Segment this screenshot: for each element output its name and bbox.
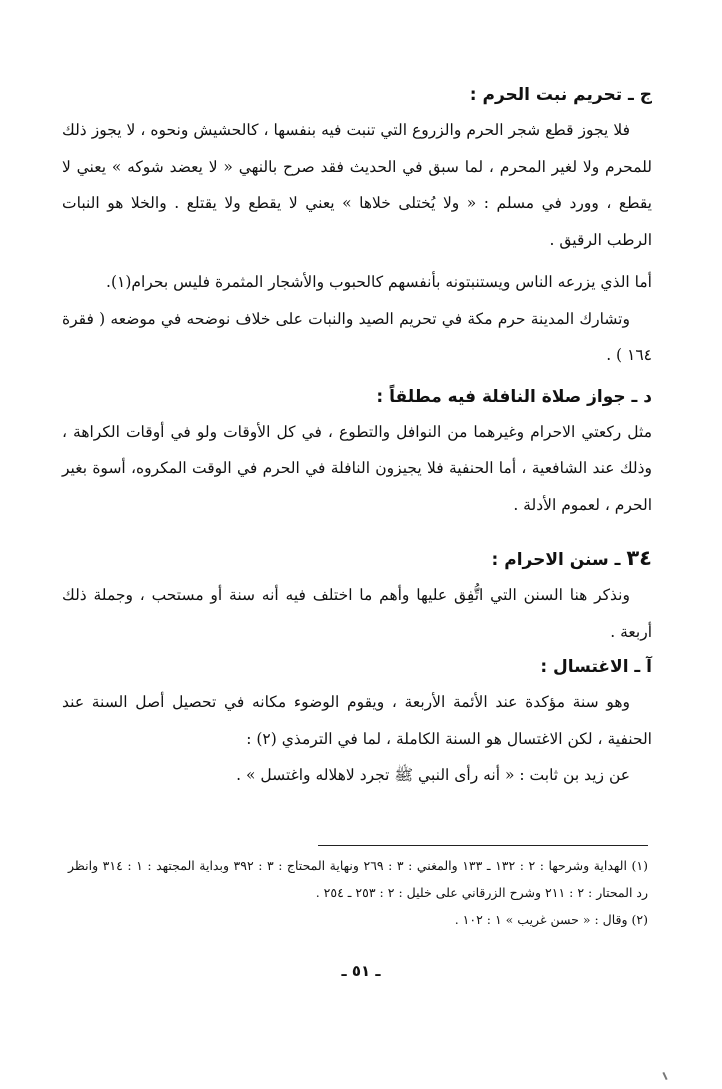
paragraph-cultivated-plants: أما الذي يزرعه الناس ويستنبتونه بأنفسهم كالحبوب والأشجار المثمرة فليس بحرام(١). bbox=[106, 273, 652, 291]
section-heading-34 bbox=[62, 541, 652, 577]
paragraph-sunan-intro: ونذكر هنا السنن التي اتُّفِق عليها وأهم ما اختلف فيه أنه سنة أو مستحب ، وجملة ذلك أربعة . bbox=[62, 586, 652, 641]
main-text bbox=[62, 78, 652, 794]
footnotes bbox=[68, 845, 648, 933]
footnote-divider bbox=[318, 845, 648, 846]
footnote-1: (١) الهداية وشرحها : ٢ : ١٣٢ ـ ١٣٣ والمغني : ٣ : ٢٦٩ ونهاية المحتاج : ٣ : ٣٩٢ وبداية المجتهد : ١ : ٣١٤ وانظر رد المحتار : ٢ : ٢١١ وشرح الزرقاني على خليل : ٢ : ٢٥٣ ـ ٢٥٤ . bbox=[68, 858, 648, 900]
paragraph-ightisal: وهو سنة مؤكدة عند الأئمة الأربعة ، ويقوم الوضوء مكانه في تحصيل أصل السنة عند الحنفية ، لكن الاغتسال هو السنة الكاملة ، لما في الترمذي (٢) : bbox=[62, 693, 652, 748]
section-heading-d: د ـ جواز صلاة النافلة فيه مطلقاً : bbox=[376, 386, 652, 407]
scan-mark bbox=[662, 1072, 667, 1080]
section-heading-c: ج ـ تحريم نبت الحرم : bbox=[469, 85, 652, 105]
section-number: ٣٤ bbox=[626, 546, 652, 570]
paragraph-nafila-prayer: مثل ركعتي الاحرام وغيرهما من النوافل والتطوع ، في كل الأوقات ولو في أوقات الكراهة ، وذلك عند الشافعية ، أما الحنفية فلا يجيزون النافلة في الحرم في الوقت المكروه، أسوة بغير الحرم ، لعموم الأدلة . bbox=[62, 422, 652, 514]
paragraph-nabt-prohibition: فلا يجوز قطع شجر الحرم والزروع التي تنبت فيه بنفسها ، كالحشيش ونحوه ، لا يجوز ذلك للمحرم ولا لغير المحرم ، لما سبق في الحديث فقد صرح بالنهي « لا يعضد شوكه » يعني لا يقطع ، وورد في مسلم : « ولا يُختلى خلاها » يعني لا يقطع ولا يقتلع . والخلا هو النبات الرطب الرقيق . bbox=[62, 121, 652, 249]
section-title: ـ سنن الاحرام : bbox=[491, 550, 621, 570]
page-number: ـ ٥١ ـ bbox=[341, 962, 381, 980]
footnote-2: (٢) وقال : « حسن غريب » ١ : ١٠٢ . bbox=[454, 912, 648, 927]
sub-heading-ightisal: آ ـ الاغتسال : bbox=[540, 657, 652, 677]
paragraph-madinah-haram: وتشارك المدينة حرم مكة في تحريم الصيد والنبات على خلاف نوضحه في موضعه ( فقرة ١٦٤ ) . bbox=[62, 309, 652, 364]
paragraph-hadith: عن زيد بن ثابت : « أنه رأى النبي ﷺ تجرد لاهلاله واغتسل » . bbox=[236, 766, 630, 784]
